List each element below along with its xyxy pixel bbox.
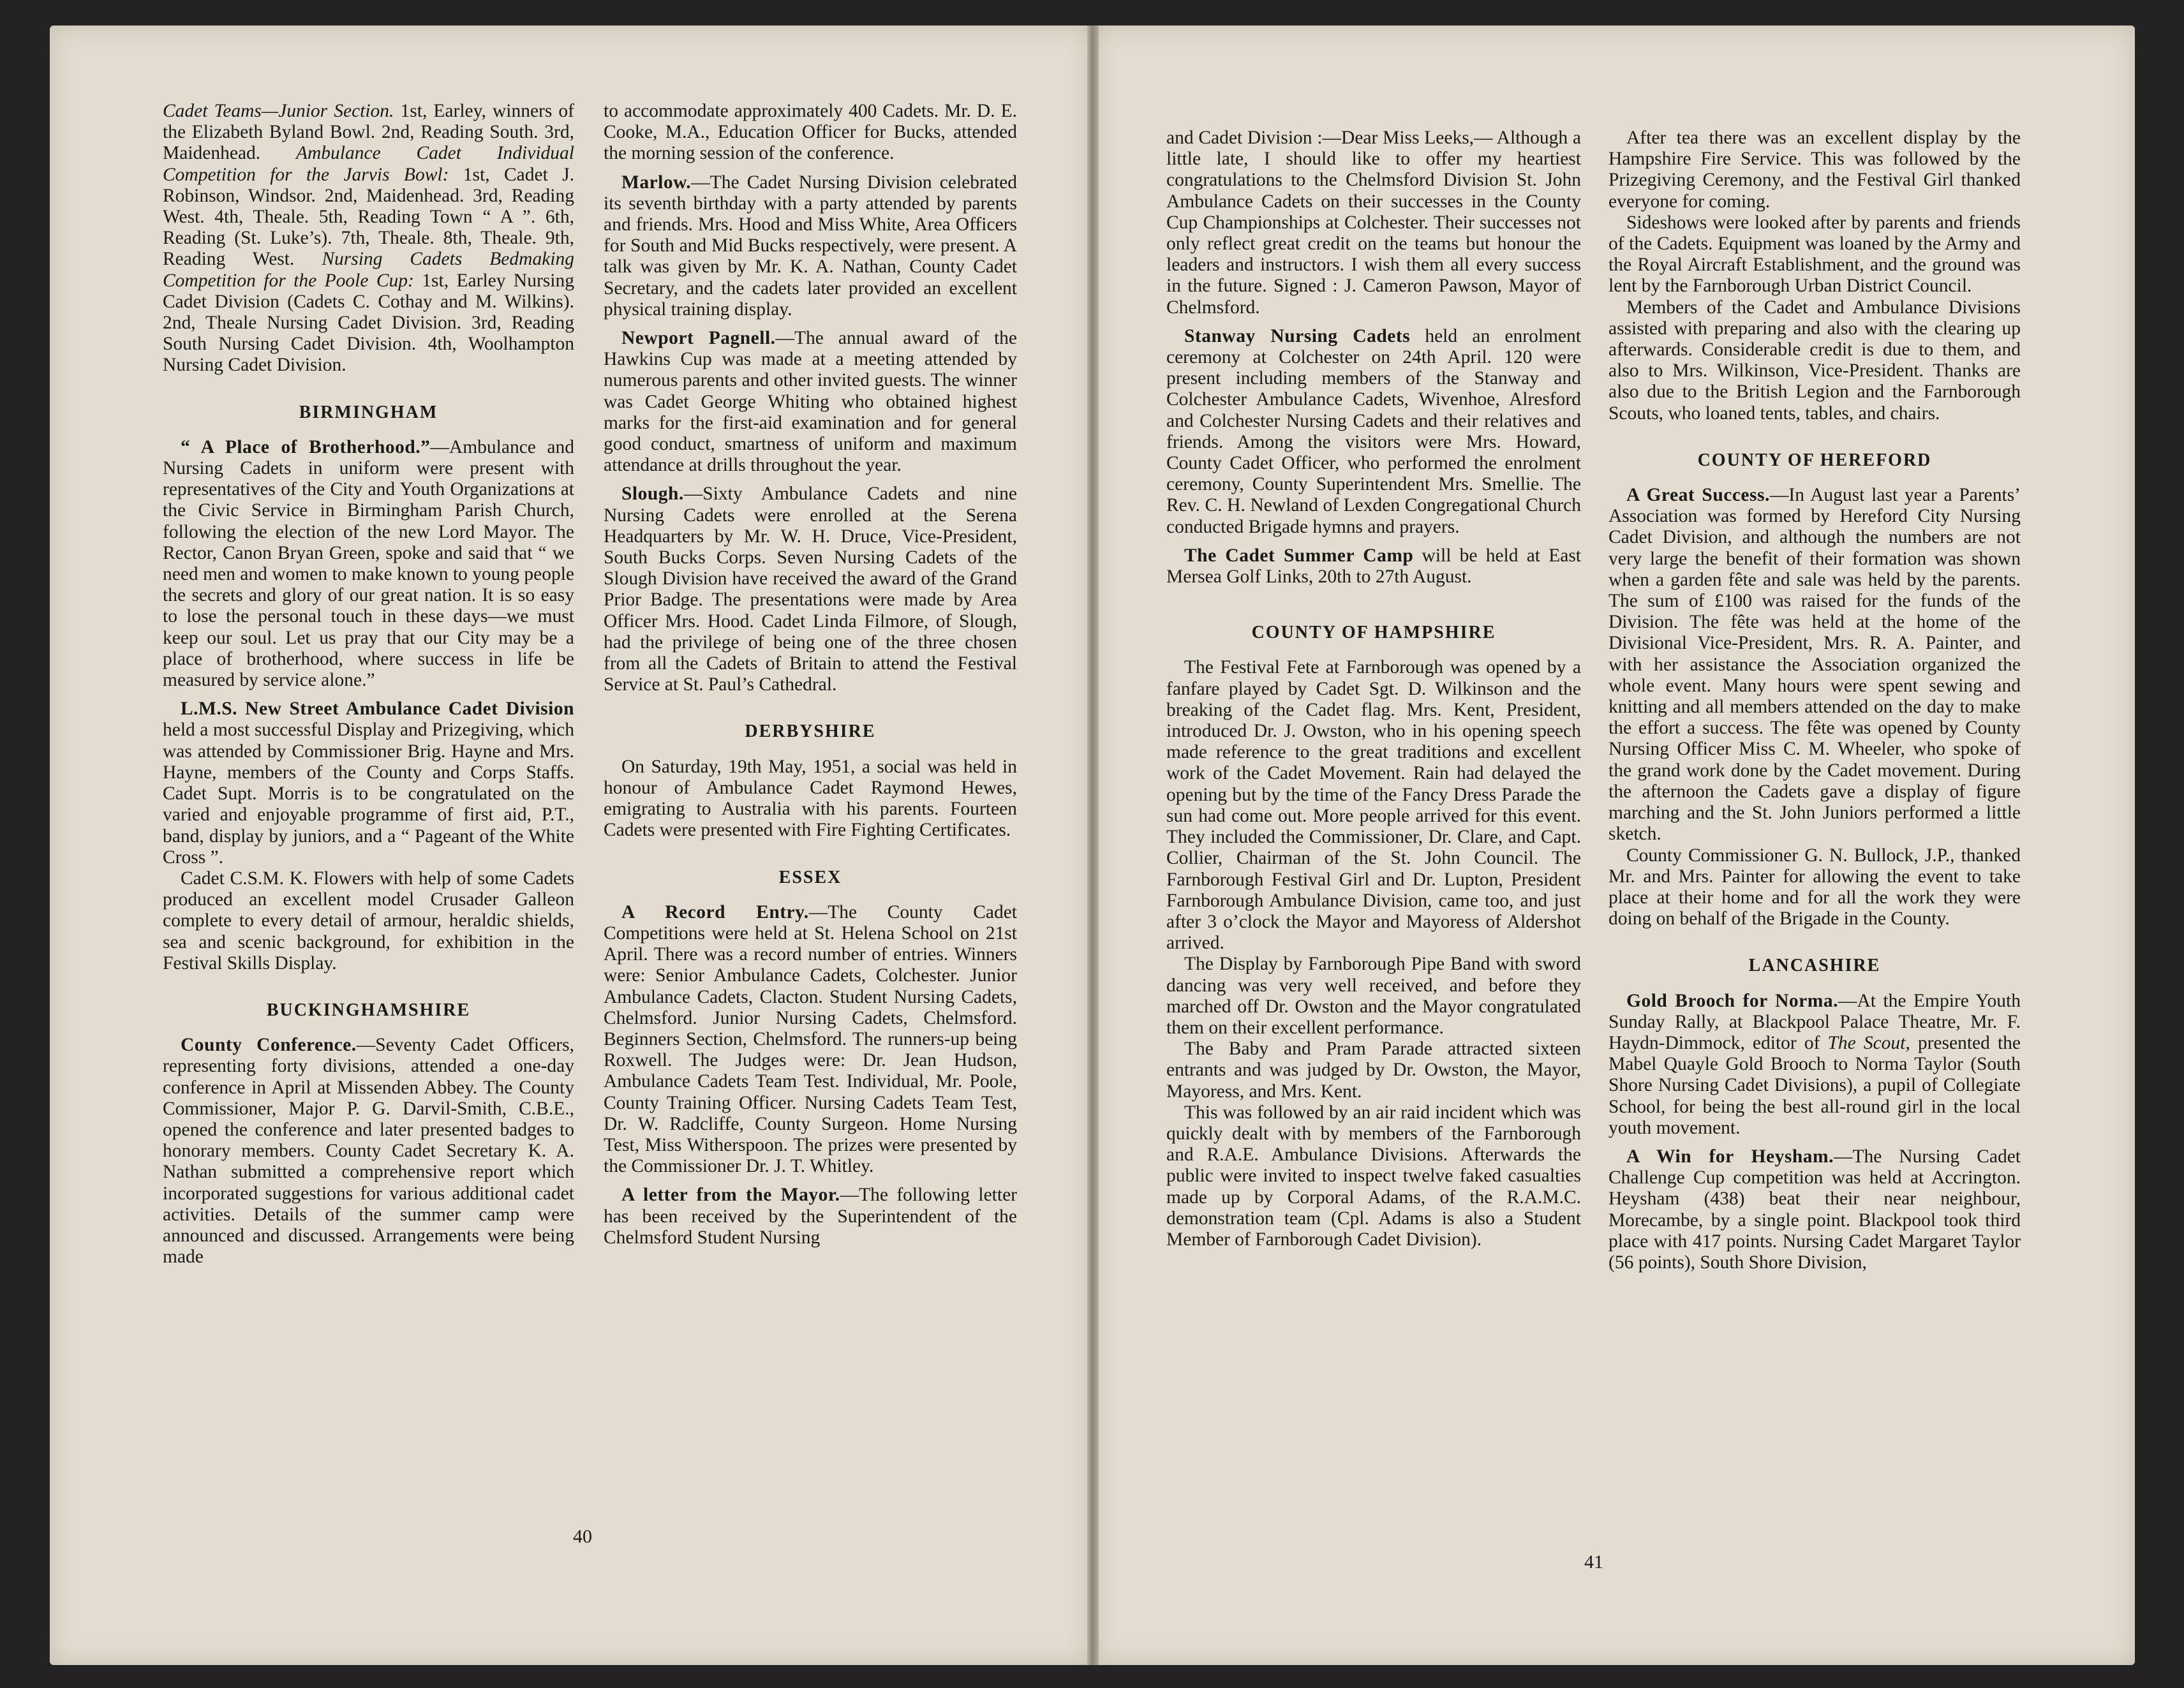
page-number-right: 41: [1584, 1551, 1603, 1573]
poole-cup-heading: Nursing Cadets Bedmaking Competition for the Poole Cup:: [163, 249, 574, 291]
brotherhood-lead: “ A Place of Brotherhood.”: [181, 436, 431, 457]
gold-brooch-text-2: presented the Mabel Quayle Gold Brooch to Norma Taylor (South Shore Nursing Cadet Divisions), a pupil of Collegiate School, for being the best all-round girl in the local youth movement.: [1608, 1032, 2021, 1138]
section-heading-hereford: COUNTY OF HEREFORD: [1697, 450, 1932, 470]
marlow-text: —The Cadet Nursing Division celebrated its seventh birthday with a party attended by parents and friends. Mrs. Hood and Miss White, Area Officers for South and Mid Bucks respectively, were present. A talk was given by Mr. K. A. Nathan, County Cadet Secretary, and the cadets later provided an excellent physical training display.: [604, 172, 1017, 320]
newport-text: —The annual award of the Hawkins Cup was made at a meeting attended by numerous parents and other invited guests. The winner was Cadet George Whiting who obtained highest marks for the first-aid examination and for general good conduct, smartness of uniform and maximum attendance at drills throughout the year.: [604, 328, 1017, 476]
pipe-band-paragraph: The Display by Farnborough Pipe Band with sword dancing was very well received, and before they marched off Dr. Owston and the Mayor congratulated them on their excellent performance.: [1166, 954, 1581, 1038]
cadet-teams-text: 1st, Earley, winners of the Elizabeth Byland Bowl. 2nd, Reading South. 3rd, Maidenhead.: [163, 101, 574, 164]
gold-brooch-lead: Gold Brooch for Norma.: [1626, 990, 1838, 1011]
record-entry-text: —The County Cadet Competitions were held at St. Helena School on 21st April. There was a record number of entries. Winners were: Senior Ambulance Cadets, Colchester. Junior Ambulance Cadets, Clacton. Student Nursing Cadets, Chelmsford. Junior Nursing Cadets, Chelmsford. Beginners Section, Chelmsford. The runners-up being Roxwell. The Judges were: Dr. Jean Hudson, Ambulance Cadets Team Test. Individual, Mr. Poole, County Training Officer. Nursing Cadets Team Test, Dr. W. Radcliffe, County Surgeon. Home Nursing Test, Miss Witherspoon. The prizes were presented by the Commissioner Dr. J. T. Whitley.: [604, 901, 1017, 1177]
brotherhood-paragraph: [163, 437, 574, 691]
heysham-text: —The Nursing Cadet Challenge Cup competition was held at Accrington. Heysham (438) beat their near neighbour, Morecambe, by a single point. Blackpool took third place with 417 points. Nursing Cadet Margaret Taylor (56 points), South Shore Division,: [1608, 1146, 2021, 1273]
great-success-paragraph: [1608, 485, 2021, 845]
bucks-continuation: to accommodate approximately 400 Cadets. Mr. D. E. Cooke, M.A., Education Officer for Bucks, attended the morning session of the conference.: [604, 101, 1017, 164]
newport-lead: Newport Pagnell.: [621, 328, 776, 349]
the-scout-title: The Scout,: [1827, 1032, 1910, 1053]
conference-text: —Seventy Cadet Officers, representing forty divisions, attended a one-day conference in April at Missenden Abbey. The County Commissioner, Major P. G. Darvil-Smith, C.B.E., opened the conference and later presented badges to honorary members. County Cadet Secretary K. A. Nathan submitted a comprehensive report which incorporated suggestions for various additional cadet activities. Details of the summer camp were announced and discussed. Arrangements were being made: [163, 1035, 574, 1268]
air-raid-paragraph: This was followed by an air raid incident which was quickly dealt with by members of the Farnborough and R.A.E. Ambulance Divisions. Afterwards the public were invited to inspect twelve faked casualties made up by Corporal Adams, of the R.A.M.C. demonstration team (Cpl. Adams is also a Student Member of Farnborough Cadet Division).: [1166, 1102, 1581, 1250]
great-success-text: —In August last year a Parents’ Association was formed by Hereford City Nursing Cadet Division, and although the numbers are not very large the benefit of their formation was shown when a garden fête and sale was held by the parents. The sum of £100 was raised for the funds of the Division. The fête was held at the home of the Divisional Vice-President, Mrs. R. A. Painter, and with her assistance the Association organized the whole event. Many hours were spent sewing and knitting and all members attended on the day to make the effort a success. The fête was opened by County Nursing Officer Miss C. M. Wheeler, who spoke of the grand work done by the Cadet movement. During the afternoon the Cadets gave a display of figure marching and the St. John Juniors performed a little sketch.: [1608, 485, 2021, 845]
section-heading-essex: ESSEX: [778, 867, 842, 887]
summer-camp-lead: The Cadet Summer Camp: [1184, 545, 1414, 566]
spine-gutter: [1087, 26, 1099, 1665]
right-column-2: [1608, 128, 2021, 1273]
marlow-lead: Marlow.: [621, 172, 692, 193]
marlow-paragraph: [604, 172, 1017, 320]
summer-camp-paragraph: [1166, 545, 1581, 588]
page-number-left: 40: [573, 1526, 592, 1547]
slough-paragraph: [604, 484, 1017, 695]
left-column-2: [604, 101, 1017, 1248]
record-entry-lead: A Record Entry.: [621, 901, 809, 922]
bullock-paragraph: County Commissioner G. N. Bullock, J.P., thanked Mr. and Mrs. Painter for allowing the event to take place at their home and for all the work they were doing on behalf of the Brigade in the County.: [1608, 845, 2021, 929]
mayor-letter-paragraph: [604, 1185, 1017, 1248]
poole-cup-text: 1st, Earley Nursing Cadet Division (Cadets C. Cothay and M. Wilkins). 2nd, Theale Nursing Cadet Division. 3rd, Reading South Nursing Cadet Division. 4th, Woolhampton Nursing Cadet Division.: [163, 270, 574, 376]
cadet-teams-paragraph: [163, 101, 574, 376]
jarvis-bowl-heading: Ambulance Cadet Individual Competition for the Jarvis Bowl:: [163, 143, 574, 185]
record-entry-paragraph: [604, 902, 1017, 1178]
tea-paragraph: After tea there was an excellent display by the Hampshire Fire Service. This was followed by the Prizegiving Ceremony, and the Festival Girl thanked everyone for coming.: [1608, 128, 2021, 212]
lms-text: held a most successful Display and Prizegiving, which was attended by Commissioner Brig. Hayne and Mrs. Hayne, members of the County and Corps Staffs. Cadet Supt. Morris is to be congratulated on the varied and enjoyable programme of first aid, P.T., band, display by juniors, and a “ Pageant of the White Cross ”.: [163, 720, 574, 868]
section-heading-derbyshire: DERBYSHIRE: [745, 722, 876, 742]
slough-lead: Slough.: [621, 484, 684, 505]
members-paragraph: Members of the Cadet and Ambulance Divisions assisted with preparing and also with the clearing up afterwards. Considerable credit is due to them, and also to Mrs. Wilkinson, Vice-President. Thanks are also due to the British Legion and the Farnborough Scouts, who loaned tents, tables, and chairs.: [1608, 297, 2021, 424]
left-column-1: [163, 101, 574, 1268]
mayor-letter-continuation: and Cadet Division :—Dear Miss Leeks,— Although a little late, I should like to offer my heartiest congratulations to the Chelmsford Division St. John Ambulance Cadets on their successes in the County Cup Championships at Colchester. Their successes not only reflect great credit on the teams but honour the leaders and instructors. I wish them all every success in the future. Signed : J. Cameron Pawson, Mayor of Chelmsford.: [1166, 128, 1581, 318]
right-column-1: [1166, 128, 1581, 1250]
derbyshire-paragraph: On Saturday, 19th May, 1951, a social was held in honour of Ambulance Cadet Raymond Hewes, emigrating to Australia with his parents. Fourteen Cadets were presented with Fire Fighting Certificates.: [604, 756, 1017, 841]
summer-camp-text: will be held at East Mersea Golf Links, 20th to 27th August.: [1166, 545, 1582, 588]
stanway-paragraph: [1166, 326, 1581, 538]
brotherhood-text: —Ambulance and Nursing Cadets in uniform were present with representatives of the City and Youth Organizations at the Civic Service in Birmingham Parish Church, following the election of the new Lord Mayor. The Rector, Canon Bryan Green, spoke and said that “ we need men and women to make known to young people the secrets and glory of our great nation. It is so easy to lose the personal touch in these days—we must keep our soul. Let us pray that our City may be a place of brotherhood, where success in life be measured by service alone.”: [163, 436, 574, 691]
slough-text: —Sixty Ambulance Cadets and nine Nursing Cadets were enrolled at the Serena Headquarters by Mr. W. H. Druce, Vice-President, South Bucks Corps. Seven Nursing Cadets of the Slough Division have received the award of the Grand Prior Badge. The presentations were made by Area Officer Mrs. Hood. Cadet Linda Filmore, of Slough, had the privilege of being one of the three chosen from all the Cadets of Britain to attend the Festival Service at St. Paul’s Cathedral.: [604, 484, 1017, 695]
great-success-lead: A Great Success.: [1626, 485, 1770, 506]
sideshows-paragraph: Sideshows were looked after by parents and friends of the Cadets. Equipment was loaned by the Army and the Royal Aircraft Establishment, and the ground was lent by the Farnborough Urban District Council.: [1608, 212, 2021, 297]
section-heading-hampshire: COUNTY OF HAMPSHIRE: [1251, 623, 1496, 643]
section-heading-lancashire: LANCASHIRE: [1748, 956, 1881, 976]
heysham-paragraph: [1608, 1146, 2021, 1273]
section-heading-birmingham: BIRMINGHAM: [299, 402, 438, 422]
stanway-text: held an enrolment ceremony at Colchester on 24th April. 120 were present including members of the Stanway and Colchester Ambulance Cadets, Wivenhoe, Alresford and Colchester Nursing Cadets and their relatives and friends. Among the visitors were Mrs. Howard, County Cadet Officer, who performed the enrolment ceremony, County Superintendent Mrs. Smellie. The Rev. C. H. Newland of Lexden Congregational Church conducted Brigade hymns and prayers.: [1166, 325, 1582, 537]
lms-paragraph: [163, 699, 574, 868]
gold-brooch-text-1: —At the Empire Youth Sunday Rally, at Blackpool Palace Theatre, Mr. F. Haydn-Dimmock, editor of: [1608, 990, 2021, 1053]
jarvis-bowl-text: 1st, Cadet J. Robinson, Windsor. 2nd, Maidenhead. 3rd, Reading West. 4th, Theale. 5th, Reading Town “ A ”. 6th, Reading (St. Luke’s). 7th, Theale. 8th, Theale. 9th, Reading West.: [163, 164, 575, 270]
festival-fete-paragraph: The Festival Fete at Farnborough was opened by a fanfare played by Cadet Sgt. D. Wilkinson and the breaking of the Cadet flag. Mrs. Kent, President, introduced Dr. J. Owston, who in his opening speech made reference to the great traditions and excellent work of the Cadet Movement. Rain had delayed the opening but by the time of the Fancy Dress Parade the sun had come out. More people arrived for this event. They included the Commissioner, Dr. Clare, and Capt. Collier, Chairman of the St. John Council. The Farnborough Festival Girl and Dr. Lupton, President Farnborough Ambulance Division, came too, and just after 3 o’clock the Mayor and Mayoress of Aldershot arrived.: [1166, 657, 1581, 954]
heysham-lead: A Win for Heysham.: [1626, 1146, 1834, 1167]
flowers-paragraph: Cadet C.S.M. K. Flowers with help of some Cadets produced an excellent model Crusader Galleon complete to every detail of armour, heraldic shields, sea and scenic background, for exhibition in the Festival Skills Display.: [163, 868, 574, 974]
stanway-lead: Stanway Nursing Cadets: [1184, 325, 1411, 346]
section-heading-buckinghamshire: BUCKINGHAMSHIRE: [266, 1000, 471, 1020]
lms-lead: L.M.S. New Street Ambulance Cadet Division: [181, 699, 574, 720]
conference-paragraph: [163, 1035, 574, 1268]
mayor-letter-lead: A letter from the Mayor.: [621, 1185, 840, 1206]
gold-brooch-paragraph: [1608, 991, 2021, 1139]
mayor-letter-text: —The following letter has been received by the Superintendent of the Chelmsford Student Nursing: [604, 1185, 1017, 1248]
conference-lead: County Conference.: [181, 1035, 357, 1056]
baby-parade-paragraph: The Baby and Pram Parade attracted sixteen entrants and was judged by Dr. Owston, the Mayor, Mayoress, and Mrs. Kent.: [1166, 1039, 1581, 1102]
newport-paragraph: [604, 328, 1017, 476]
cadet-teams-heading: Cadet Teams—Junior Section.: [163, 101, 394, 121]
